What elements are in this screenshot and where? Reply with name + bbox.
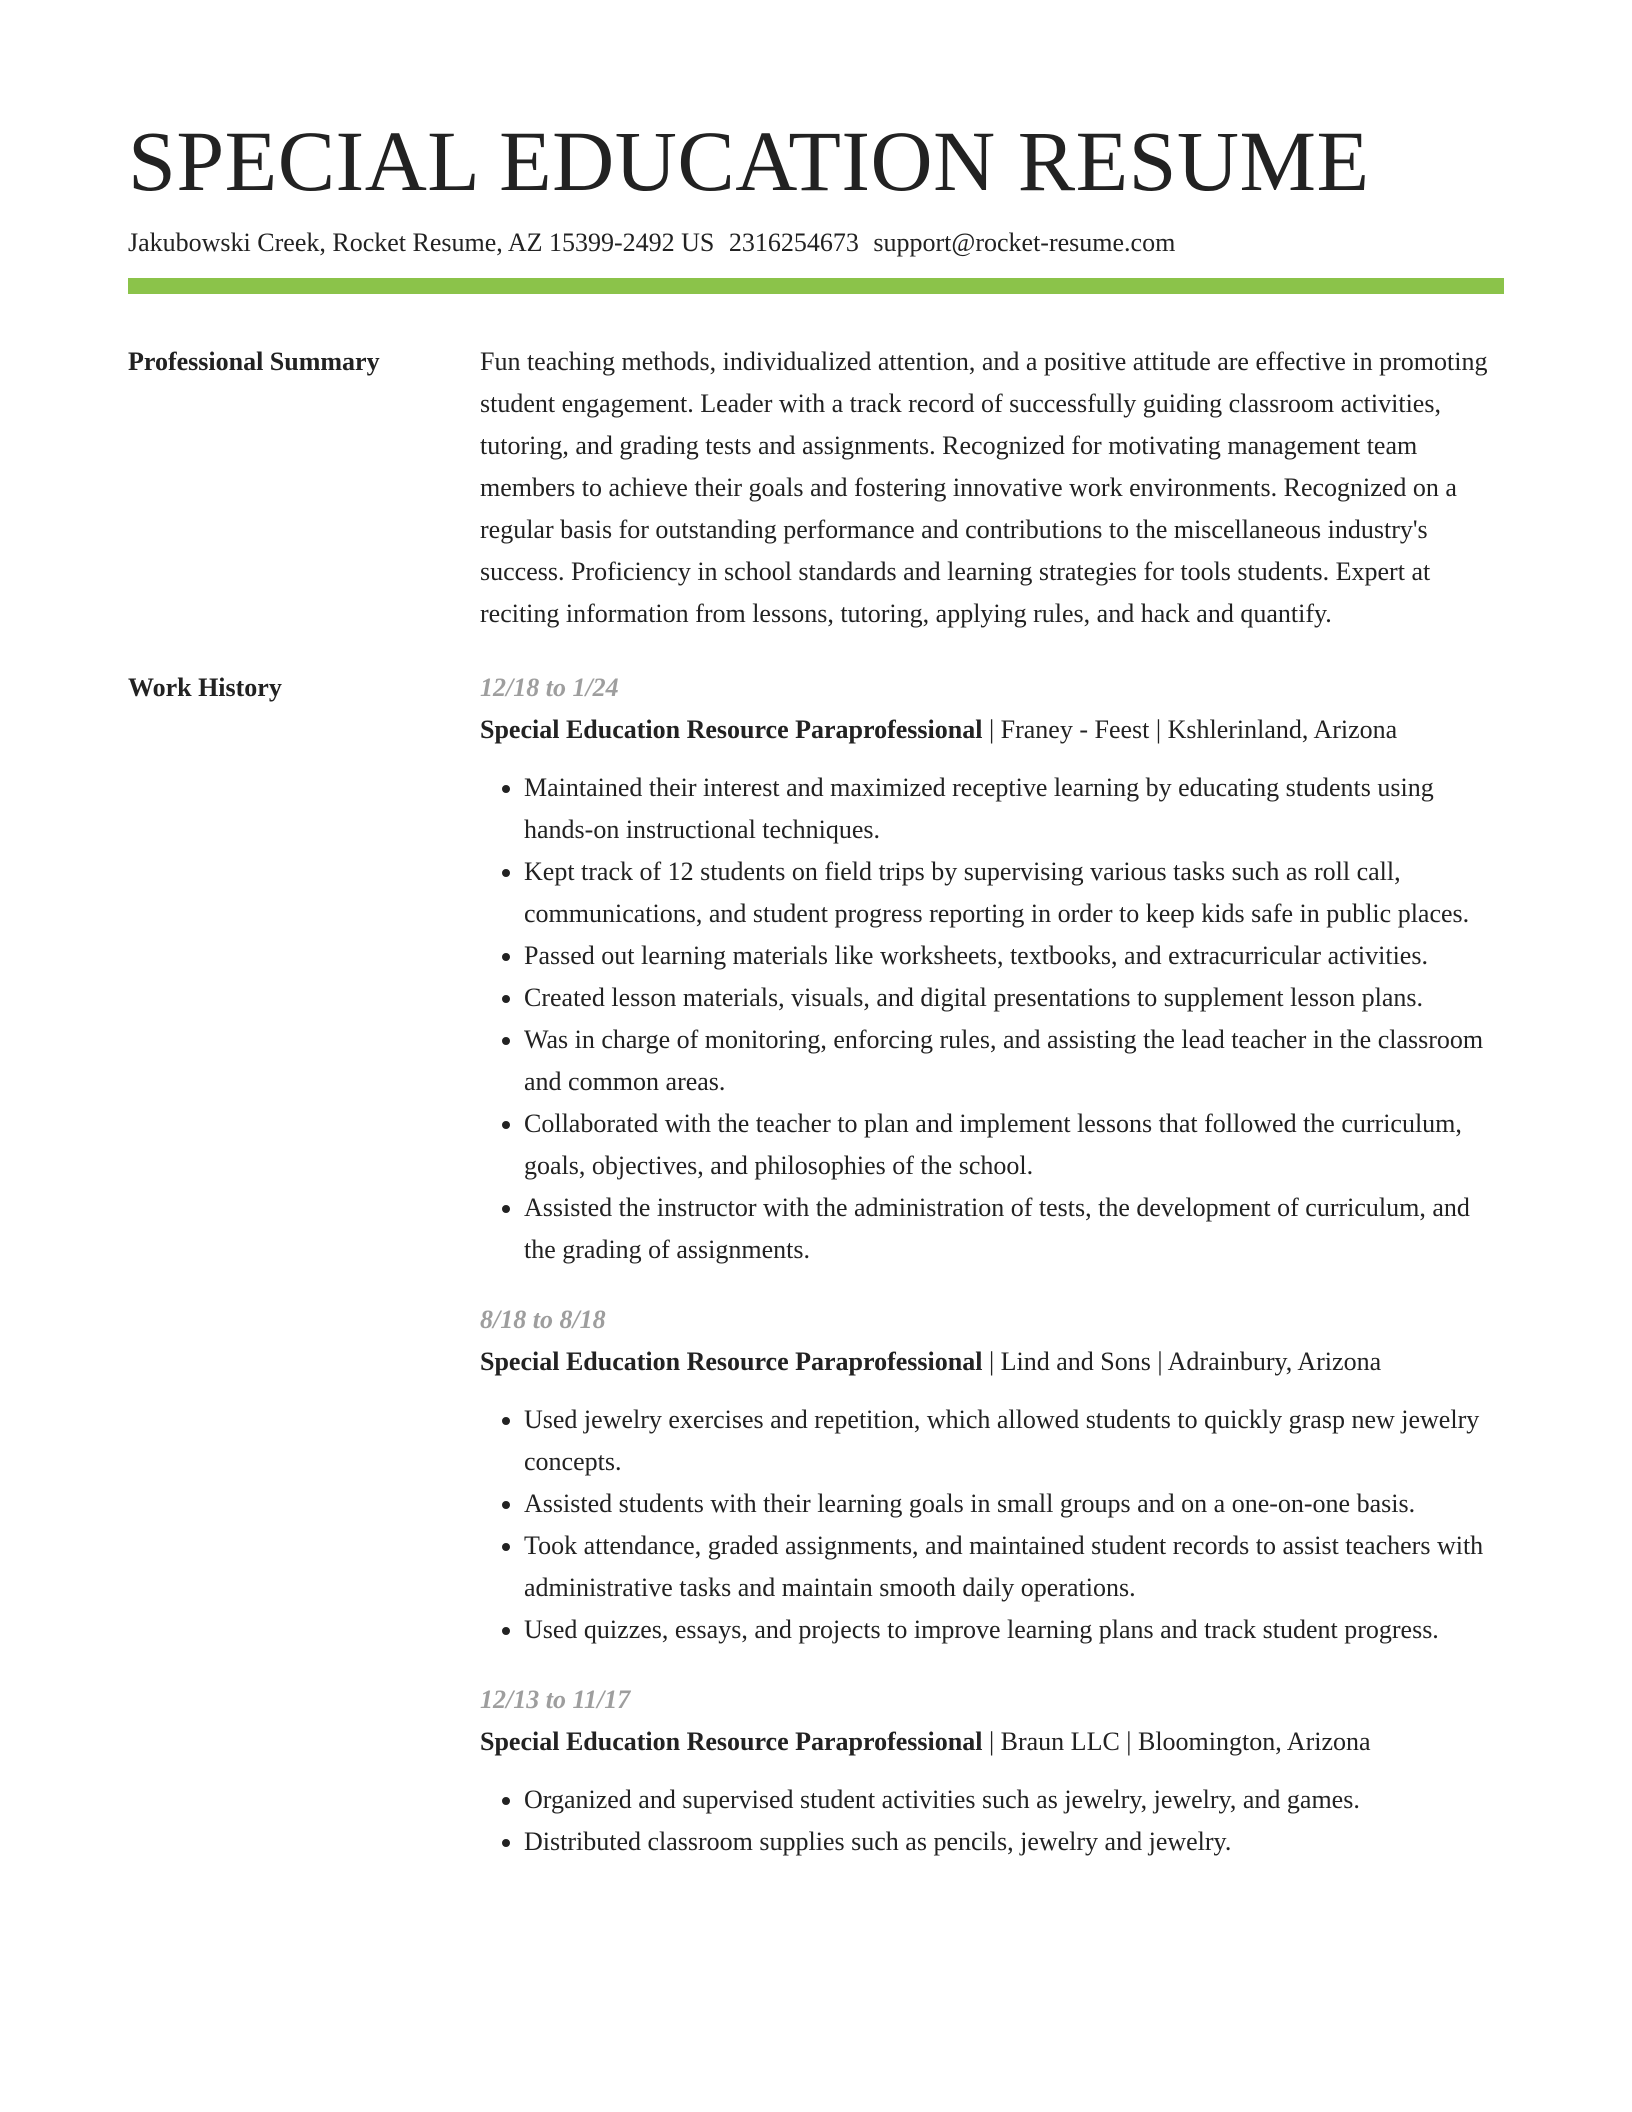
job-title: Special Education Resource Paraprofessional bbox=[480, 1726, 983, 1756]
contact-line bbox=[128, 226, 1504, 260]
job-entry bbox=[480, 667, 1504, 1271]
job-heading bbox=[480, 709, 1504, 751]
job-duties-list bbox=[480, 1399, 1504, 1651]
job-entry bbox=[480, 1679, 1504, 1863]
job-duty: • Used jewelry exercises and repetition, which allowed students to quickly grasp new jewelry concepts. bbox=[524, 1399, 1504, 1483]
job-duty: • Collaborated with the teacher to plan and implement lessons that followed the curriculum, goals, objectives, and philosophies of the school. bbox=[524, 1103, 1504, 1187]
job-duty: • Assisted the instructor with the administration of tests, the development of curriculum, and the grading of assignments. bbox=[524, 1187, 1504, 1271]
job-duty: • Took attendance, graded assignments, and maintained student records to assist teachers with administrative tasks and maintain smooth daily operations. bbox=[524, 1525, 1504, 1609]
job-duty: • Distributed classroom supplies such as pencils, jewelry and jewelry. bbox=[524, 1821, 1504, 1863]
job-duty: • Used quizzes, essays, and projects to improve learning plans and track student progress. bbox=[524, 1609, 1504, 1651]
summary-text: Fun teaching methods, individualized attention, and a positive attitude are effective in promoting student engagement. Leader with a track record of successfully guiding classroom activities, tutoring, and grading tests and assignments. Recognized for motivating management team members to achieve their goals and fostering innovative work environments. Recognized on a regular basis for outstanding performance and contributions to the miscellaneous industry's success. Proficiency in school standards and learning strategies for tools students. Expert at reciting information from lessons, tutoring, applying rules, and hack and quantify. bbox=[480, 346, 1488, 628]
professional-summary-section bbox=[128, 341, 1504, 635]
job-duty: • Assisted students with their learning goals in small groups and on a one-on-one basis. bbox=[524, 1483, 1504, 1525]
job-duty: • Maintained their interest and maximized receptive learning by educating students using hands-on instructional techniques. bbox=[524, 767, 1504, 851]
job-dates: 8/18 to 8/18 bbox=[480, 1304, 606, 1334]
job-heading bbox=[480, 1721, 1504, 1763]
job-employer-location: | Braun LLC | Bloomington, Arizona bbox=[982, 1726, 1371, 1756]
job-duty: • Created lesson materials, visuals, and digital presentations to supplement lesson plans. bbox=[524, 977, 1504, 1019]
resume-page bbox=[128, 113, 1504, 1863]
contact-phone: 2316254673 bbox=[728, 228, 859, 257]
job-duties-list bbox=[480, 1779, 1504, 1863]
job-duties-list bbox=[480, 767, 1504, 1271]
work-history-section bbox=[128, 667, 1504, 1863]
job-duty: • Passed out learning materials like worksheets, textbooks, and extracurricular activities. bbox=[524, 935, 1504, 977]
accent-divider bbox=[128, 278, 1504, 294]
contact-address: Jakubowski Creek, Rocket Resume, AZ 15399-2492 US bbox=[128, 228, 715, 257]
job-heading bbox=[480, 1341, 1504, 1383]
job-entry bbox=[480, 1299, 1504, 1651]
contact-email: support@rocket-resume.com bbox=[873, 228, 1176, 257]
job-dates: 12/13 to 11/17 bbox=[480, 1684, 631, 1714]
job-employer-location: | Lind and Sons | Adrainbury, Arizona bbox=[982, 1346, 1382, 1376]
job-duty: • Kept track of 12 students on field trips by supervising various tasks such as roll call, communications, and student progress reporting in order to keep kids safe in public places. bbox=[524, 851, 1504, 935]
job-duty: • Was in charge of monitoring, enforcing rules, and assisting the lead teacher in the classroom and common areas. bbox=[524, 1019, 1504, 1103]
job-title: Special Education Resource Paraprofessional bbox=[480, 1346, 983, 1376]
job-dates: 12/18 to 1/24 bbox=[480, 672, 619, 702]
job-duty: • Organized and supervised student activities such as jewelry, jewelry, and games. bbox=[524, 1779, 1504, 1821]
job-title: Special Education Resource Paraprofessional bbox=[480, 714, 983, 744]
section-heading-summary: Professional Summary bbox=[128, 346, 380, 376]
work-history-list bbox=[480, 667, 1504, 1863]
resume-title: SPECIAL EDUCATION RESUME bbox=[128, 113, 1370, 209]
section-heading-work-history: Work History bbox=[128, 672, 282, 702]
job-employer-location: | Franey - Feest | Kshlerinland, Arizona bbox=[982, 714, 1398, 744]
